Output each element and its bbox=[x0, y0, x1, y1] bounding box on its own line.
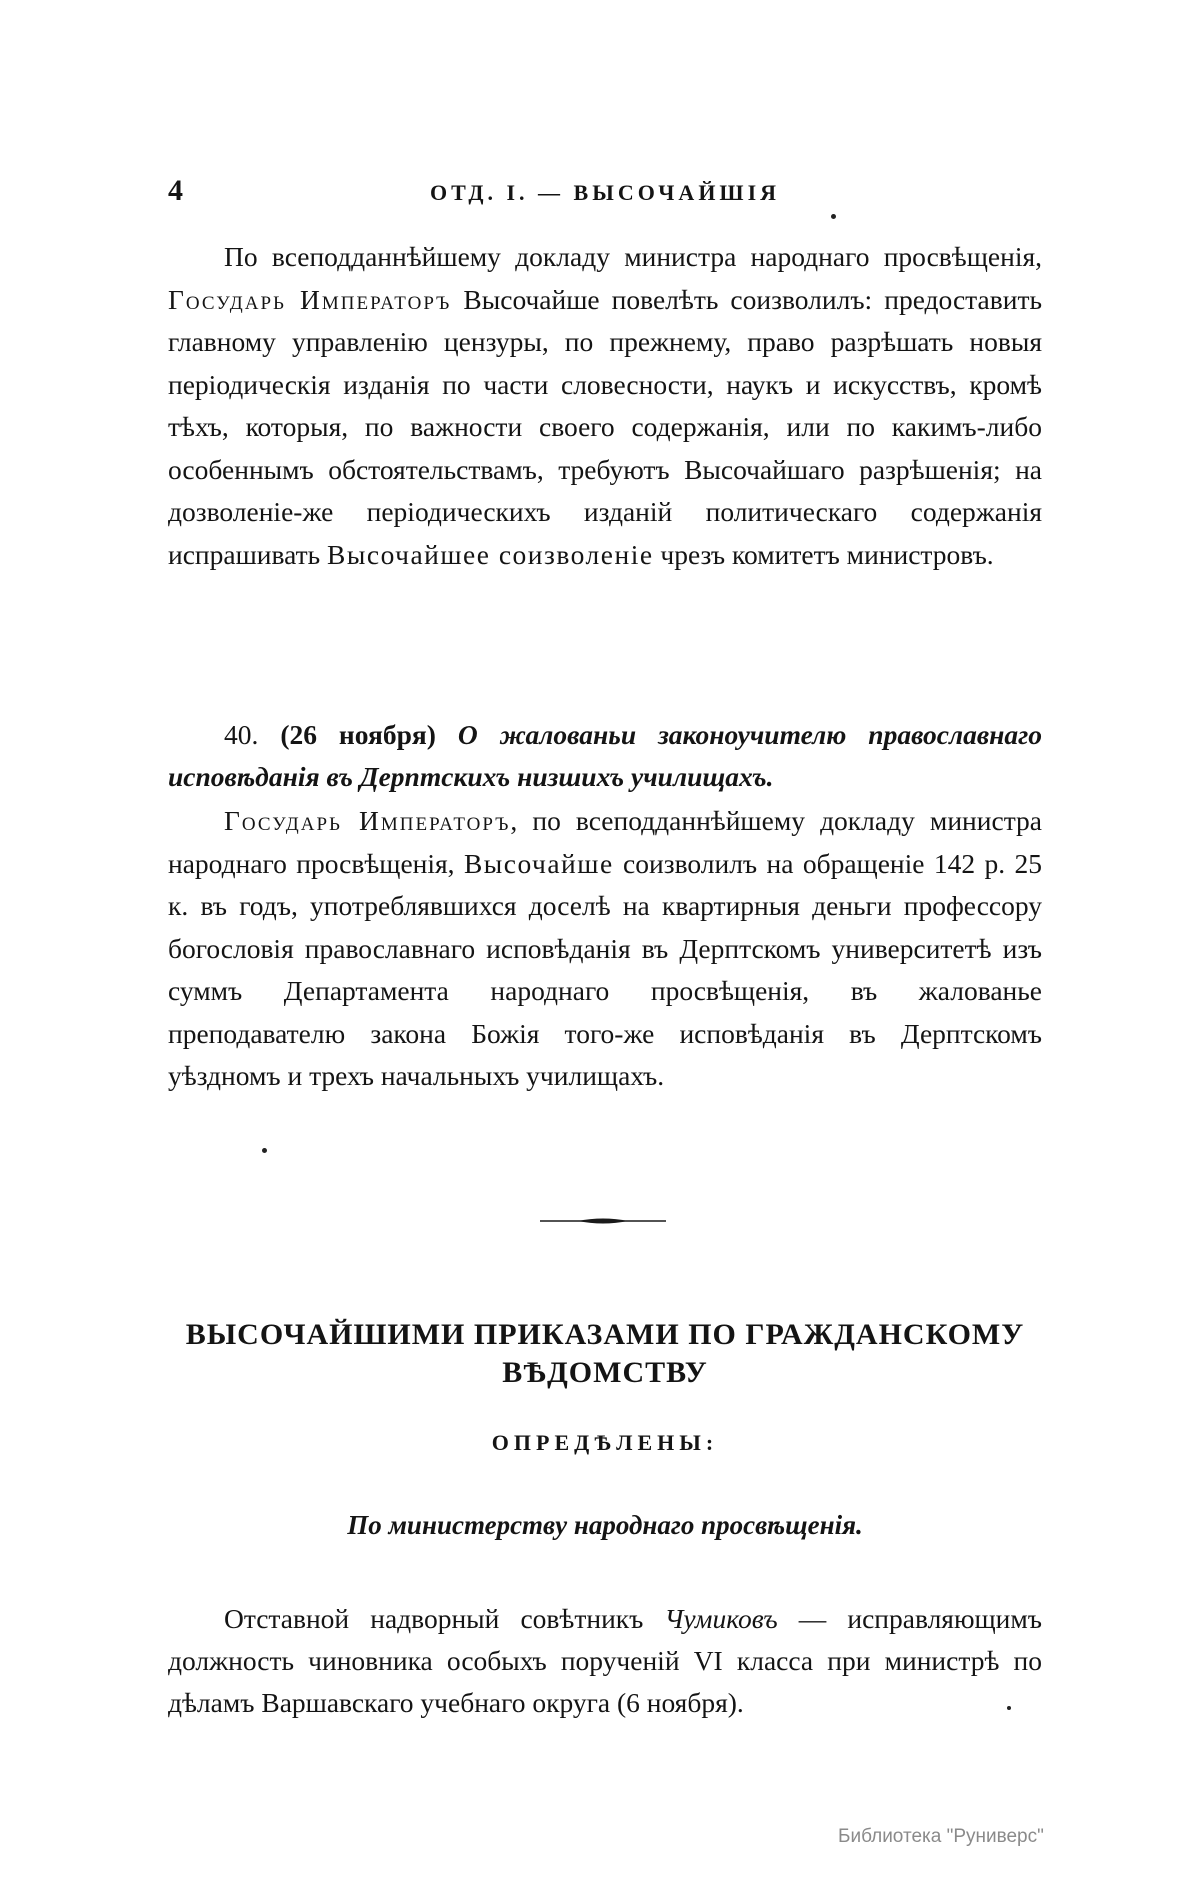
item-number: 40. bbox=[224, 719, 259, 750]
highest-word: Высочайше bbox=[463, 847, 614, 879]
paragraph-text: соизволилъ на обращеніе 142 р. 25 к. въ годъ, употреблявшихся доселѣ на квартирныя деньги профессору богословія православнаго исповѣданія въ Дерптскомъ университетѣ изъ суммъ Департамента народнаго просвѣщенія, въ жалованье преподавателю закона Божія того-же исповѣданія въ Дерптскомъ уѣздномъ и трехъ начальныхъ училищахъ. bbox=[168, 847, 1042, 1091]
page-number: 4 bbox=[168, 174, 183, 207]
stray-dot bbox=[831, 214, 836, 219]
item-date: (26 ноября) bbox=[280, 719, 436, 750]
stray-dot bbox=[262, 1148, 267, 1153]
library-watermark: Библиотека "Руниверс" bbox=[838, 1826, 1044, 1847]
paragraph-text: , по всеподданнѣйшему докладу министра народнаго просвѣщенія, bbox=[168, 805, 1042, 879]
ministry-heading: По министерству народнаго просвѣщенія. bbox=[347, 1510, 863, 1540]
appointment-text: Отставной надворный совѣтникъ bbox=[224, 1603, 665, 1634]
item-title: О жалованьи законоучителю православнаго исповѣданія въ Дерптскихъ низшихъ училищахъ. bbox=[168, 719, 1043, 792]
section-title-line: ВЫСОЧАЙШИМИ ПРИКАЗАМИ ПО ГРАЖДАНСКОМУ bbox=[185, 1318, 1025, 1351]
appointment-entry bbox=[168, 1598, 1042, 1724]
emperor-title: Государь Императоръ bbox=[168, 283, 452, 315]
running-head: ОТД. I. — ВЫСОЧАЙШІЯ bbox=[429, 180, 781, 205]
emperor-title: Государь Императоръ bbox=[224, 805, 511, 836]
item-40-heading bbox=[168, 714, 1042, 798]
paragraph-text: чрезъ комитетъ министровъ. bbox=[653, 538, 994, 570]
section-subhead: ОПРЕДѢЛЕНЫ: bbox=[491, 1430, 719, 1455]
paragraph-text: Высочайше повелѣть соизволилъ: предоставить главному управленію цензуры, по прежнему, право разрѣшать новыя періодическія изданія по части словесности, наукъ и искусствъ, кромѣ тѣхъ, которыя, по важности своего содержанія, или по какимъ-либо особеннымъ обстоятельствамъ, требуютъ Высочайшаго разрѣшенія; на дозволеніе-же періодическихъ изданій политическаго содержанія испрашивать bbox=[168, 283, 1042, 570]
stray-dot bbox=[1007, 1706, 1011, 1710]
page-header bbox=[168, 174, 1042, 214]
section-title-line: ВѢДОМСТВУ bbox=[502, 1356, 708, 1389]
paragraph-salary bbox=[168, 800, 1042, 1098]
paragraph-censorship bbox=[168, 236, 1042, 576]
section-title bbox=[168, 1316, 1042, 1392]
highest-consent: Высочайшее соизволеніе bbox=[327, 538, 654, 570]
ornamental-divider bbox=[540, 1216, 666, 1226]
paragraph-text: По всеподданнѣйшему докладу министра народнаго просвѣщенія, bbox=[224, 241, 1042, 272]
person-name: Чумиковъ bbox=[664, 1603, 778, 1634]
appointment-text: — исправляющимъ должность чиновника особыхъ порученій VI класса при министрѣ по дѣламъ Варшавскаго учебнаго округа (6 ноября). bbox=[168, 1603, 1042, 1718]
